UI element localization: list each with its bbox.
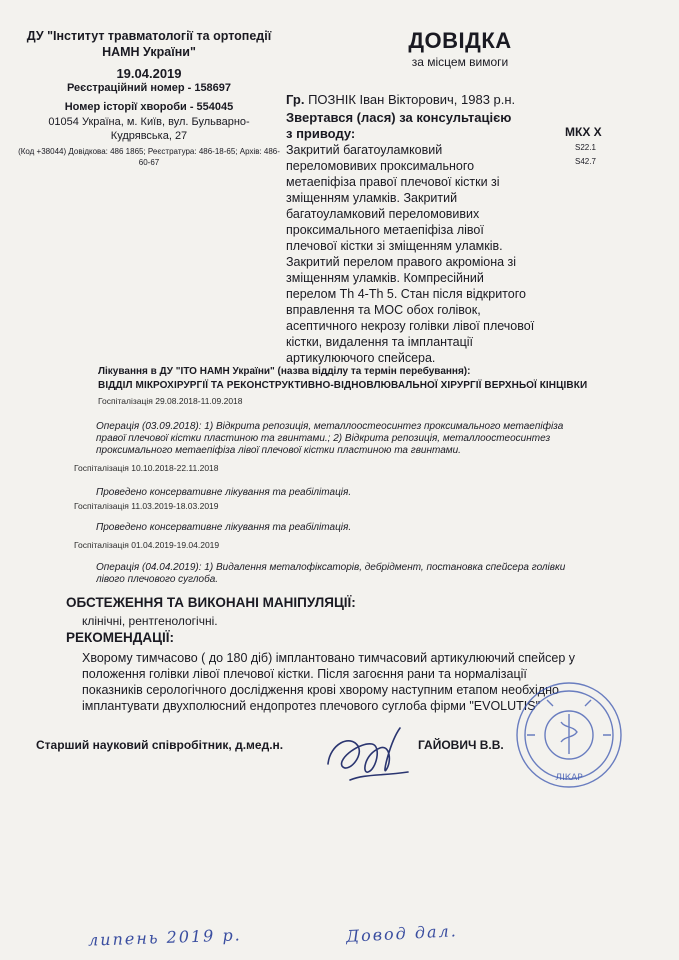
registration-number: Реєстраційний номер - 158697 [66,82,232,94]
diagnosis-line: багатоуламковий переломовивих [286,207,480,221]
hospitalization-period: Госпіталізація 29.08.2018-11.09.2018 [98,396,243,406]
diagnosis-line: зміщенням уламків. Компресійний [286,271,484,285]
signer-name: ГАЙОВИЧ В.В. [418,738,504,752]
signer-role: Старший науковий співробітник, д.мед.н. [36,738,284,752]
operation-line: лівого плечового суглоба. [96,574,219,585]
handwritten-note: Довод дал. [345,921,459,946]
diagnosis-line: плечової кістки зі зміщенням уламків. [286,239,503,253]
mkx-code: S42.7 [575,157,596,166]
handwritten-signature [320,714,415,789]
operation-line: Операція (03.09.2018): 1) Відкрита репозиція, металлоостеосинтез проксимального метаепіфіза [96,421,564,432]
diagnosis-line: перелом Th 4-Th 5. Стан після відкритого [286,287,526,301]
patient-line [286,92,515,107]
hospitalization-period: Госпіталізація 10.10.2018-22.11.2018 [74,463,219,473]
diagnosis-line: зміщенням уламків. Закритий [286,191,458,205]
diagnosis-line: артикулюючого спейсера. [286,351,436,365]
mkx-code: S22.1 [575,143,596,152]
diagnosis-line: метаепіфіза правої плечової кістки зі [286,175,500,189]
examinations-text: клінічні, рентгенологічні. [82,614,218,628]
document-date: 19.04.2019 [116,66,182,81]
appealed-line: Звертався (лася) за консультацією [286,110,512,125]
official-seal [507,680,627,790]
seal-text: ЛІКАР [555,773,583,783]
diagnosis-line: кістки, видалення та імплантації [286,335,474,349]
document-subtitle: за місцем вимоги [411,55,509,69]
appealed-block [286,110,511,142]
treatment-heading: Лікування в ДУ "ІТО НАМН України" (назва відділу та термін перебування): [98,366,471,377]
diagnosis-line: Закритий багатоуламковий [286,143,443,157]
department-name: ВІДДІЛ МІКРОХІРУРГІЇ ТА РЕКОНСТРУКТИВНО-ВІДНОВЛЮВАЛЬНОЇ ХІРУРГІЇ ВЕРХНЬОЇ КІНЦІВКИ [98,380,588,391]
operation-1 [96,421,614,457]
history-number: Номер історії хвороби - 554045 [64,101,234,113]
recommendation-line: положення голівки лівої плечової кістки. Після загоєння рани та нормалізації [82,667,527,681]
examinations-heading: ОБСТЕЖЕННЯ ТА ВИКОНАНІ МАНІПУЛЯЦІЇ: [66,595,356,610]
hospitalization-period: Госпіталізація 11.03.2019-18.03.2019 [74,501,219,511]
conservative-treatment: Проведено консервативне лікування та реабілітація. [96,522,352,533]
diagnosis-line: переломовивих проксимального [286,159,475,173]
diagnosis-line: асептичного некрозу голівки лівої плечової [286,319,535,333]
patient-prefix: Гр. [286,92,305,107]
diagnosis-text [286,142,566,366]
conservative-treatment: Проведено консервативне лікування та реабілітація. [96,487,352,498]
recommendations-heading: РЕКОМЕНДАЦІЇ: [66,630,174,645]
organization-phones: (Код +38044) Довідкова: 486 1865; Реєстратура: 486-18-65; Архів: 486-60-67 [18,147,280,167]
handwritten-date: липень 2019 р. [87,925,243,950]
organization-name: ДУ "Інститут травматології та ортопедії НАМН України" [26,29,272,59]
organization-address: 01054 Україна, м. Київ, вул. Бульварно-Кудрявська, 27 [48,116,250,142]
mkx-label: МКХ X [565,125,602,139]
operation-line: правої плечової кістки пластиною та гвинтами.; 2) Відкрита репозиція, металлоостеосинтез [96,433,551,444]
recommendation-line: Хворому тимчасово ( до 180 діб) імплантовано тимчасовий артикулюючий спейсер у [82,651,575,665]
diagnosis-line: проксимального метаепіфіза лівої [286,223,484,237]
patient-name: ПОЗНІК Іван Вікторович, 1983 р.н. [308,92,516,107]
appealed-line: з приводу: [286,126,356,141]
diagnosis-line: Закритий перелом правого акроміона зі [286,255,517,269]
recommendation-line: імплантувати двухполюсний ендопротез плечового суглоба фірми "EVOLUTIS" [82,699,541,713]
operation-line: Операція (04.04.2019): 1) Видалення металофіксаторів, дебрідмент, постановка спейсера голівки [96,562,566,573]
recommendation-line: показників серологічного дослідження крові хворому наступним етапом необхідно [82,683,559,697]
document-title: ДОВІДКА [408,28,512,53]
operation-line: проксимального метаепіфіза лівої плечової кістки пластиною та гвинтами. [96,445,461,456]
hospitalization-period: Госпіталізація 01.04.2019-19.04.2019 [74,540,220,550]
operation-2 [96,562,614,586]
diagnosis-line: вправлення та МОС обох голівок, [286,303,481,317]
